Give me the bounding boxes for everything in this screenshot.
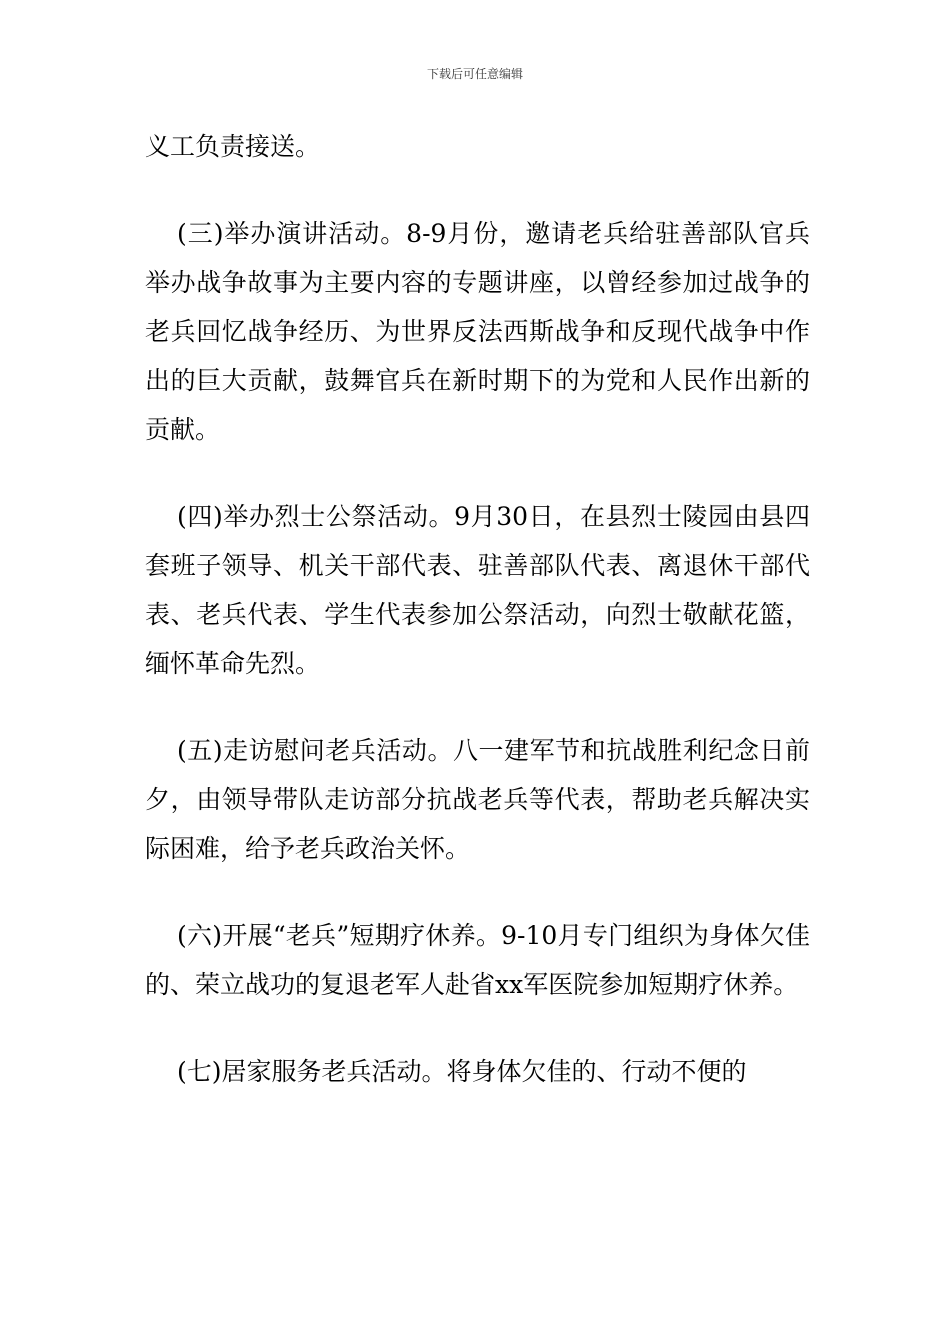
paragraph-speech-activity: (三)举办演讲活动。8-9月份，邀请老兵给驻善部队官兵举办战争故事为主要内容的专题讲座，以曾经参加过战争的老兵回忆战争经历、为世界反法西斯战争和反现代战争中作出的巨大贡献，鼓舞官兵在新时期下的为党和人民作出新的贡献。 (145, 219, 810, 444)
document-body (145, 122, 810, 1096)
page-header-note: 下载后可任意编辑 (426, 67, 523, 81)
paragraph-martyr-memorial: (四)举办烈士公祭活动。9月30日，在县烈士陵园由县四套班子领导、机关干部代表、驻善部队代表、离退休干部代表、老兵代表、学生代表参加公祭活动，向烈士敬献花篮，缅怀革命先烈。 (145, 502, 810, 678)
paragraph-veteran-visits: (五)走访慰问老兵活动。八一建军节和抗战胜利纪念日前夕，由领导带队走访部分抗战老兵等代表，帮助老兵解决实际困难，给予老兵政治关怀。 (145, 736, 810, 863)
paragraph-convalescence: (六)开展“老兵”短期疗休养。9-10月专门组织为身体欠佳的、荣立战功的复退老军人赴省xx军医院参加短期疗休养。 (145, 921, 810, 999)
paragraph-home-service: (七)居家服务老兵活动。将身体欠佳的、行动不便的 (177, 1057, 747, 1086)
paragraph-continuation: 义工负责接送。 (145, 132, 321, 161)
